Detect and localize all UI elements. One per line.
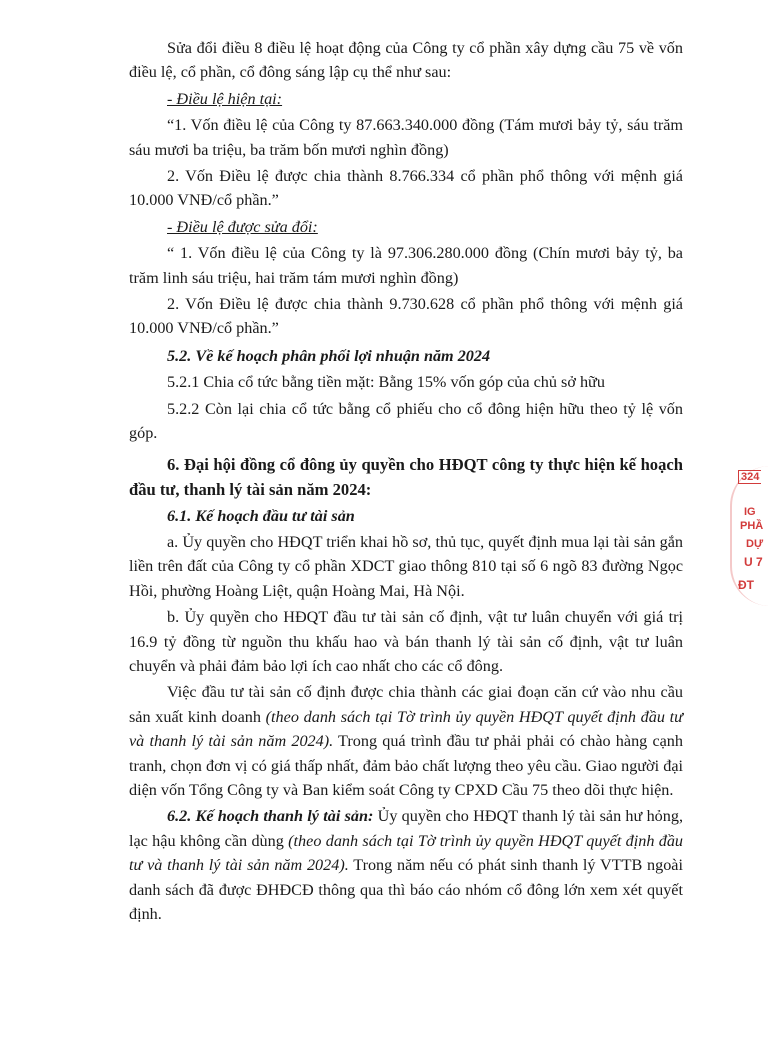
section-6-1-c-start: Việc đầu tư tài sản cố định được chia thành các giai đoạn căn cứ vào nhu cầu sản xuất kinh doanh [129, 683, 683, 726]
section-6-1-c [129, 680, 683, 802]
section-6-1-heading: 6.1. Kế hoạch đầu tư tài sản [167, 506, 355, 525]
current-charter-label [129, 87, 683, 111]
amended-charter-label-text: - Điều lệ được sửa đổi: [167, 217, 318, 236]
section-6-heading: 6. Đại hội đồng cổ đông ủy quyền cho HĐQT công ty thực hiện kế hoạch đầu tư, thanh lý tài sản năm 2024: [129, 454, 683, 499]
section-6-2 [129, 804, 683, 926]
seal-text-3: PHẦ [740, 520, 764, 532]
seal-text-5: U 7 [744, 555, 763, 569]
intro-paragraph: Sửa đổi điều 8 điều lệ hoạt động của Công ty cổ phần xây dựng cầu 75 về vốn điều lệ, cổ phần, cổ đông sáng lập cụ thể như sau: [129, 39, 683, 82]
current-charter-item-1: “1. Vốn điều lệ của Công ty 87.663.340.000 đồng (Tám mươi bảy tỷ, sáu trăm sáu mươi ba triệu, ba trăm bốn mươi nghìn đồng) [129, 116, 683, 159]
section-5-2-1: 5.2.1 Chia cổ tức bằng tiền mặt: Bằng 15% vốn góp của chủ sở hữu [167, 373, 605, 392]
document-body [129, 36, 683, 926]
section-6-2-italic: (theo danh sách tại Tờ trình ủy quyền HĐQT quyết định đầu tư và thanh lý tài sản năm 2024). [129, 831, 684, 875]
red-seal-stamp [730, 466, 768, 606]
current-charter-label-text: - Điều lệ hiện tại: [167, 89, 283, 108]
section-5-2-heading: 5.2. Về kế hoạch phân phối lợi nhuận năm 2024 [167, 346, 491, 365]
section-6-1-c-italic: (theo danh sách tại Tờ trình ủy quyền HĐQT quyết định đầu tư và thanh lý tài sản năm 2024). [129, 707, 683, 751]
amended-charter-item-2: 2. Vốn Điều lệ được chia thành 9.730.628 cổ phần phổ thông với mệnh giá 10.000 VNĐ/cổ phần.” [129, 295, 683, 338]
section-6-2-end: Trong năm nếu có phát sinh thanh lý VTTB ngoài danh sách đã được ĐHĐCĐ thông qua thì báo cáo nhóm cổ đông lớn xem xét quyết định. [129, 856, 683, 923]
seal-text-2: IG [744, 506, 756, 518]
amended-charter-label [129, 215, 683, 239]
seal-text-1: 324 [738, 470, 761, 484]
section-5-2-2: 5.2.2 Còn lại chia cổ tức bằng cổ phiếu cho cổ đông hiện hữu theo tỷ lệ vốn góp. [129, 399, 683, 443]
seal-text-6: ĐT [738, 578, 754, 592]
amended-charter-item-1: “ 1. Vốn điều lệ của Công ty là 97.306.280.000 đồng (Chín mươi bảy tỷ, ba trăm linh sáu triệu, hai trăm tám mươi nghìn đồng) [129, 244, 683, 287]
section-6-1-b: b. Ủy quyền cho HĐQT đầu tư tài sản cố định, vật tư luân chuyển với giá trị 16.9 tỷ đồng từ nguồn thu khấu hao và bán thanh lý tài sản cố định, vật tư luân chuyển và phải đảm bảo lợi ích cao nhất cho các cổ đông. [129, 608, 683, 675]
current-charter-item-2: 2. Vốn Điều lệ được chia thành 8.766.334 cổ phần phổ thông với mệnh giá 10.000 VNĐ/cổ phần.” [129, 167, 683, 210]
section-6-2-heading: 6.2. Kế hoạch thanh lý tài sản: [167, 807, 374, 826]
section-6-2-start: Ủy quyền cho HĐQT thanh lý tài sản hư hỏng, lạc hậu không cần dùng [129, 807, 683, 850]
section-6-1-c-end: Trong quá trình đầu tư phải phải có chào hàng cạnh tranh, chọn đơn vị có giá thấp nhất, đảm bảo chất lượng theo yêu cầu. Giao người đại diện vốn Tổng Công ty và Ban kiểm soát Công ty CPXD Cầu 75 theo dõi thực hiện. [129, 732, 683, 799]
seal-text-4: DỰ [746, 538, 764, 550]
section-6-1-a: a. Ủy quyền cho HĐQT triển khai hồ sơ, thủ tục, quyết định mua lại tài sản gắn liền trên đất của Công ty cổ phần XDCT giao thông 810 tại số 6 ngõ 83 đường Ngọc Hồi, phường Hoàng Liệt, quận Hoàng Mai, Hà Nội. [129, 532, 683, 600]
